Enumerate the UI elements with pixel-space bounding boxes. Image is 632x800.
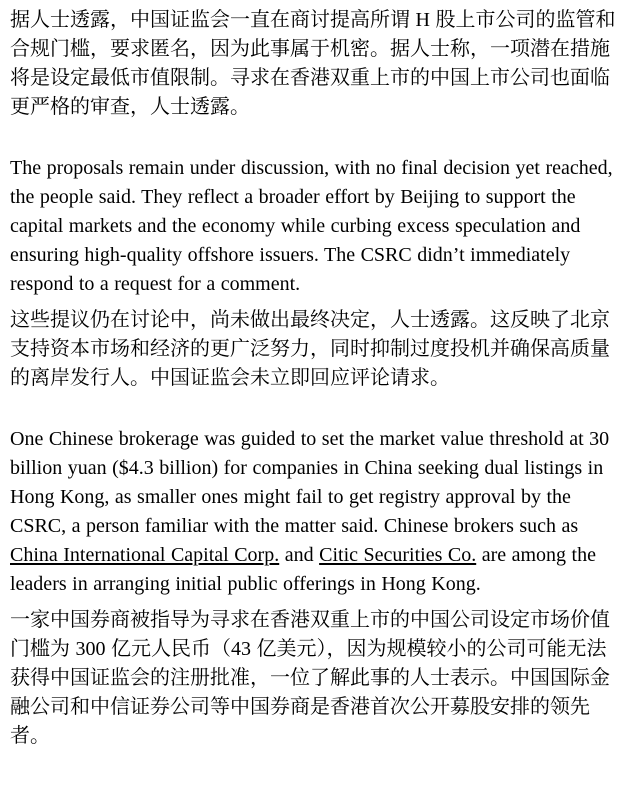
paragraph-text-after-links: are among the leaders in arranging initial public offerings in Hong Kong.: [10, 544, 596, 595]
paragraph-text-between-links: and: [279, 544, 320, 566]
link-china-international-capital-corp[interactable]: China International Capital Corp.: [10, 544, 280, 566]
link-citic-securities-co[interactable]: Citic Securities Co.: [319, 544, 477, 566]
paragraph-zh-csrc-regulation: 据人士透露，中国证监会一直在商讨提高所谓 H 股上市公司的监管和合规门槛，要求匿名，因为此事属于机密。据人士称，一项潜在措施将是设定最低市值限制。寻求在香港双重上市的中国上市公司也面临更严格的审查，人士透露。: [10, 9, 616, 118]
paragraph-text-before-links: One Chinese brokerage was guided to set the market value threshold at 30 billion yuan ($4.3 billion) for companies in China seeking dual listings in Hong Kong, as smaller ones might fail to get registry approval by the CSRC, a person familiar with the matter said. Chinese brokers such as: [10, 428, 610, 537]
paragraph-zh-brokerage-translation: 一家中国券商被指导为寻求在香港双重上市的中国公司设定市场价值门槛为 300 亿元人民币（43 亿美元），因为规模较小的公司可能无法获得中国证监会的注册批准，一位了解此事的人士表示。中国国际金融公司和中信证券公司等中国券商是香港首次公开募股安排的领先者。: [10, 609, 610, 747]
paragraph-en-brokerage-threshold: [10, 425, 622, 599]
paragraph-en-proposals-discussion: The proposals remain under discussion, with no final decision yet reached, the people said. They reflect a broader effort by Beijing to support the capital markets and the economy while curbing excess speculation and ensuring high-quality offshore issuers. The CSRC didn’t immediately respond to a request for a comment.: [10, 157, 613, 295]
paragraph-zh-proposals-translation: 这些提议仍在讨论中，尚未做出最终决定，人士透露。这反映了北京支持资本市场和经济的更广泛努力，同时抑制过度投机并确保高质量的离岸发行人。中国证监会未立即回应评论请求。: [10, 309, 610, 389]
